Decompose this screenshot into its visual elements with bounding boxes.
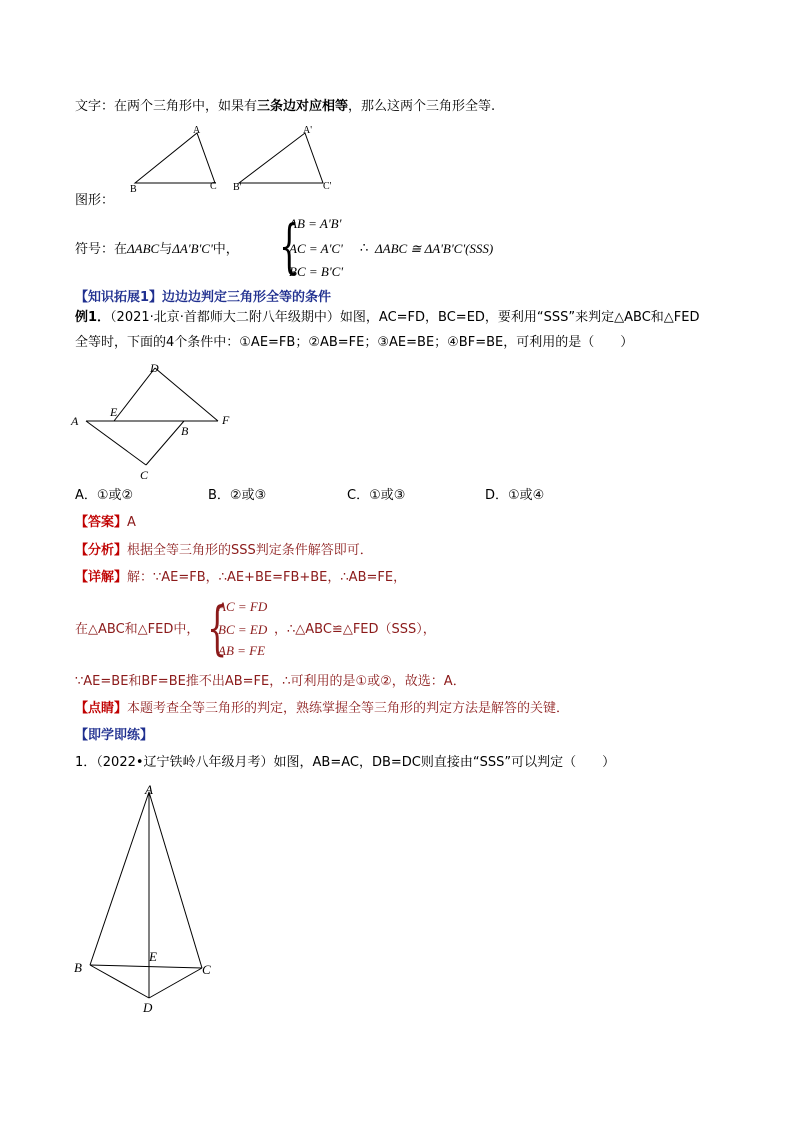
practice-figure (70, 780, 240, 1020)
symbol-and: 与 (159, 242, 173, 257)
symbol-eq-1: AB = A'B' (289, 216, 342, 231)
analysis-line (75, 542, 373, 560)
option-a: A．①或② (75, 488, 134, 503)
answer-value: A (127, 515, 136, 530)
practice-label-a: A (145, 782, 153, 797)
example-question-text1: 如图，AC=FD，BC=ED，要利用“SSS”来判定△ABC和△FED (339, 310, 700, 325)
example-number: 例1． (75, 310, 111, 325)
fig1-label-b: B (130, 184, 137, 195)
detail-text: 解：∵AE=FB，∴AE+BE=FB+BE，∴AB=FE， (127, 570, 407, 585)
practice-label-c: C (202, 962, 211, 977)
practice-label-e: E (149, 949, 157, 964)
fig1-label-c: C (210, 181, 217, 192)
example-label-d: D (150, 361, 159, 375)
detail-eq-3: AB = FE (218, 643, 266, 658)
example-question-line2: 全等时，下面的4个条件中：①AE=FB；②AB=FE；③AE=BE；④BF=BE，可利用的是（ ） (75, 335, 634, 350)
example-label-e: E (110, 405, 118, 419)
triangle-abc-prime (239, 133, 323, 183)
symbol-tri1: ΔABC (127, 241, 160, 256)
symbol-line (75, 240, 239, 259)
comment-line (75, 700, 569, 718)
extension-heading: 【知识拓展1】边边边判定三角形全等的条件 (75, 290, 332, 305)
example-label-f: F (222, 413, 230, 427)
triangle-abc (135, 133, 215, 183)
option-b: B．②或③ (208, 488, 267, 503)
symbol-conclusion: ΔABC ≅ ΔA'B'C'(SSS) (375, 241, 494, 256)
practice-label-b: B (74, 960, 82, 975)
rule-text-suffix: ，那么这两个三角形全等. (348, 99, 496, 114)
comment-text: 本题考查全等三角形的判定，熟练掌握全等三角形的判定方法是解答的关键． (127, 701, 570, 716)
example-label-a: A (71, 414, 79, 428)
congruent-triangles-figure (125, 125, 345, 195)
example-label-c: C (140, 468, 149, 482)
practice-heading: 【即学即练】 (75, 728, 154, 743)
symbol-in: 中， (212, 242, 239, 257)
example-question-line1 (75, 309, 700, 327)
answer-tag: 【答案】 (75, 515, 128, 530)
example-source: （2021·北京·首都师大二附八年级期中） (110, 310, 340, 325)
option-d: D．①或④ (485, 488, 545, 503)
comment-tag: 【点睛】 (75, 701, 128, 716)
detail-brace: { (207, 594, 228, 662)
fig1-label-a: A (193, 125, 201, 136)
detail-tag: 【详解】 (75, 570, 128, 585)
detail-last-line: ∵AE=BE和BF=BE推不出AB=FE，∴可利用的是①或②，故选：A． (75, 674, 466, 689)
detail-eq-2: BC = ED (218, 622, 268, 637)
fig2-label-a: A' (303, 125, 313, 136)
symbol-eq-2: AC = A'C' (289, 241, 343, 256)
detail-conclusion: ，∴△ABC≌△FED（SSS）， (274, 622, 436, 637)
fig2-label-b: B' (233, 182, 242, 193)
example-figure (68, 358, 238, 483)
detail-line (75, 569, 406, 587)
figure-label: 图形： (75, 193, 115, 208)
detail-in-prefix: 在△ABC和△FED中， (75, 622, 200, 637)
rule-text-line (75, 98, 495, 116)
answer-line (75, 514, 136, 532)
example-label-b: B (181, 424, 189, 438)
symbol-eq-3: BC = B'C' (289, 264, 344, 279)
option-c: C．①或③ (347, 488, 406, 503)
symbol-prefix: 符号：在 (75, 242, 128, 257)
analysis-text: 根据全等三角形的SSS判定条件解答即可． (127, 543, 373, 558)
practice-question-1: 1．（2022•辽宁铁岭八年级月考）如图，AB=AC，DB=DC则直接由“SSS”可以判定（ ） (75, 755, 616, 770)
rule-text-prefix: 文字：在两个三角形中，如果有 (75, 99, 258, 114)
symbol-tri2: ΔA'B'C' (172, 241, 213, 256)
symbol-therefore: ∴ (360, 241, 369, 256)
rule-text-bold: 三条边对应相等 (257, 99, 349, 114)
fig2-label-c: C' (323, 181, 332, 192)
analysis-tag: 【分析】 (75, 543, 128, 558)
practice-label-d: D (143, 1000, 153, 1015)
symbol-brace: { (279, 212, 300, 280)
detail-eq-1: AC = FD (218, 599, 268, 614)
